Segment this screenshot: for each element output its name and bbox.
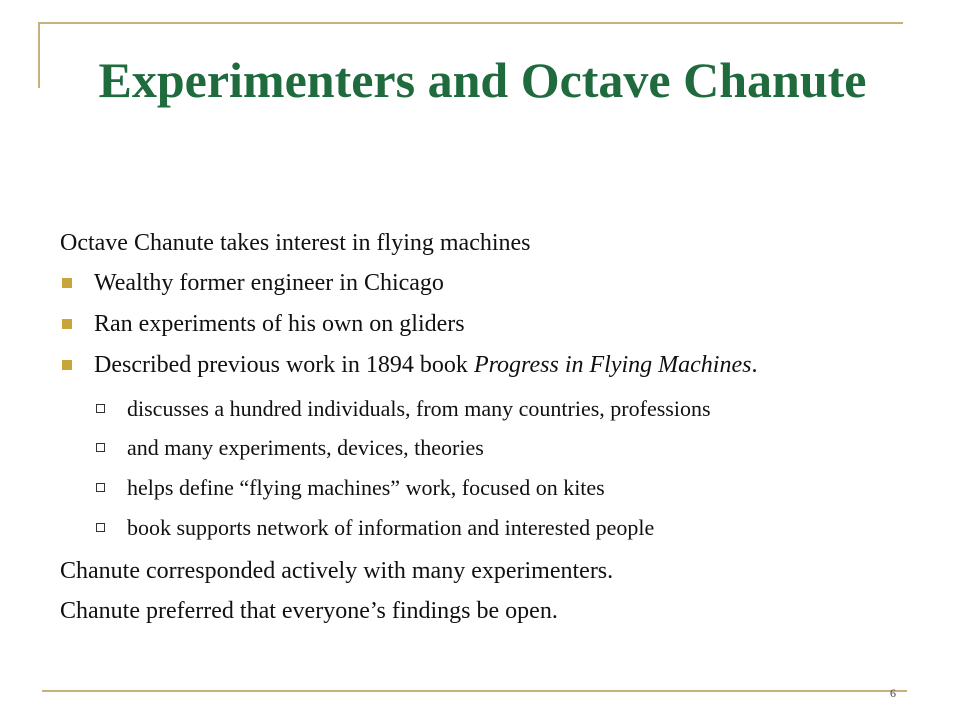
subbullet-many-experiments: and many experiments, devices, theories [127,435,484,460]
hollow-square-bullet-icon [96,483,105,492]
bullet-wealthy-engineer: Wealthy former engineer in Chicago [94,270,444,296]
slide-title: Experimenters and Octave Chanute [98,52,867,108]
square-bullet-icon [62,319,72,329]
book-sentence-prefix: Described previous work in 1894 book [94,352,474,378]
bullet-ran-experiments: Ran experiments of his own on gliders [94,311,465,337]
subbullet-network-of-information: book supports network of information and interested people [127,515,655,540]
body-line-corresponded: Chanute corresponded actively with many experimenters. [60,558,614,584]
square-bullet-icon [62,360,72,370]
top-left-vertical-rule [38,22,40,88]
body-line-findings-open: Chanute preferred that everyone’s findings be open. [60,598,558,624]
book-title: Progress in Flying Machines [473,352,752,378]
body-line-interest: Octave Chanute takes interest in flying machines [60,230,531,256]
page-number: 6 [890,686,896,700]
bullet-described-work [94,350,757,380]
hollow-square-bullet-icon [96,404,105,413]
book-sentence-suffix: . [751,352,758,378]
subbullet-hundred-individuals: discusses a hundred individuals, from many countries, professions [127,396,711,421]
hollow-square-bullet-icon [96,523,105,532]
square-bullet-icon [62,278,72,288]
hollow-square-bullet-icon [96,443,105,452]
bottom-horizontal-rule [42,690,907,692]
subbullet-define-flying-machines: helps define “flying machines” work, focused on kites [127,475,605,500]
top-horizontal-rule [38,22,903,24]
